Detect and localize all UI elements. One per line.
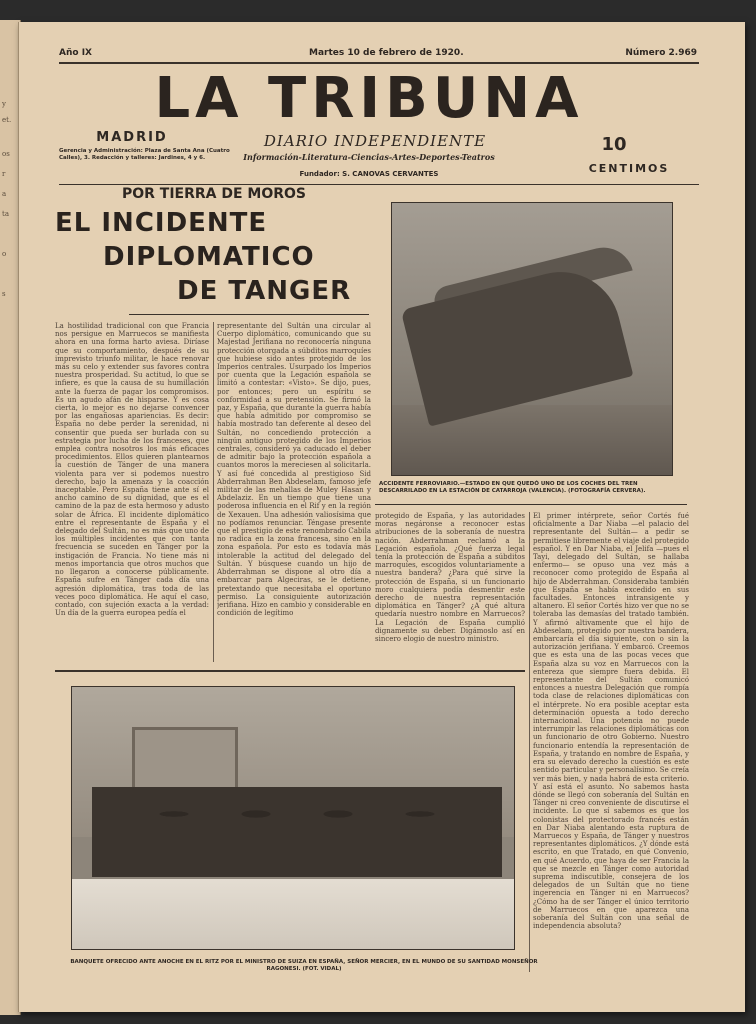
masthead-city: MADRID [96,130,168,145]
price-number: 10 [601,134,627,155]
banquet-photo-caption: BANQUETE OFRECIDO ANTE ANOCHE EN EL RITZ POR EL MINISTRO DE SUIZA EN ESPAÑA, SEÑOR MERCIER, EN EL MUNDO DE SU SANTIDAD MONSEÑOR RAGONESI. (FOT. VIDAL) [70,959,538,972]
article-column-4: El primer intérprete, señor Cortés fué oficialmente a Dar Niaba —el palacio del representante del Sultán— a pedir se permitiese libremente el viaje del protegido español. Y en Dar Niaba, el Jelifa —pues el Tayi, delegado del Sultán, se hallaba enfermo— se opuso una vez más a reconocer como protegido de España al hijo de Abderrahman. Consideraba también que España se había excedido en sus facultades. Entonces intransigente y altanero. El señor Cortés hizo ver que no se toleraba las demasías del tratado también. Y afirmó altivamente que el hijo de Abdeselam, protegido por nuestra bandera, embarcaría el día siguiente, con o sin la autorización jerifiana. Y embarcó. Creemos que es esta una de las pocas veces que España alza su voz en Marruecos con la entereza que siempre fuera debida. El representante del Sultán comunicó entonces a nuestra Delegación que rompía toda clase de relaciones diplomáticas con el intérprete. No era posible aceptar esta determinación opuesta a todo derecho internacional. Una potencia no puede interrumpir las relaciones diplomáticas con un funcionario de otro Gobierno. Nuestro funcionario entendía la representación de España, y tratando en nombre de España, y era su elevado derecho la cuestión es este sentido particular y personalísimo. Se creía ver más bien, y nada habrá de esta criterio. Y así está el asunto. No sabemos hasta dónde se llegó con soberanía del Sultán en Tánger ni creo conveniente de discutirse el incidente. Lo que sí sabemos es que los colonistas del protectorado francés están en Dar Niaba alentando esta ruptura de Marruecos y España, de Tánger y nuestros representantes diplomáticos. ¿Y dónde está escrito, en que Tratado, en qué Convenio, en qué Acuerdo, que haya de ser Francia la que se mezcle en Tánger como autoridad suprema indiscutible, consejera de los delegados de un Sultán que no tiene ingerencia en Tánger ni en Marruecos? ¿Cómo ha de ser Tánger el único territorio de Marruecos en que aparezca una soberanía del Sultán con una señal de independencia absoluta? [533,512,689,931]
founder-line: Fundador: S. CANOVAS CERVANTES [299,170,439,178]
masthead-sections: Información-Literatura-Ciencias-Artes-Deportes-Teatros [243,152,495,162]
dateline [59,48,697,62]
article-column-3: protegido de España, y las autoridades moras negáronse a reconocer estas atribuciones de la soberanía de nuestra nación. Abderrahman reclamó a la Legación española. ¿Qué fuerza legal tenía la protección de España a súbditos marroquíes, escogidos voluntariamente a nuestra bandera? ¿Para qué sirve la protección de España, si un funcionario moro cualquiera podía desmentir este derecho de nuestra representación diplomática en Tánger? ¿A qué altura quedaría nuestro nombre en Marruecos? La Legación de España cumplió dignamente su deber. Digámoslo así en sincero elogio de nuestro ministro. [375,512,525,644]
article-kicker: POR TIERRA DE MOROS [121,186,307,202]
headline-line-3: DE TANGER [177,276,352,306]
train-accident-photo [391,202,673,476]
column-separator [213,322,214,662]
masthead-rule [59,184,699,185]
year-label: Año IX [59,48,92,58]
masthead-subtitle: DIARIO INDEPENDIENTE [263,132,487,150]
article-column-2: representante del Sultán una circular al Cuerpo diplomático, comunicando que su Majestad Jerifiana no reconocería ninguna protección otorgada a súbditos marroquíes que hubiese sido antes protegido de los Imperios centrales. Usurpado los Imperios por cuenta que la Legación española se limitó a contestar: «Visto». Se dijo, pues, por entonces; pero un espíritu se conformidad a su pretensión. Se firmó la paz, y España, que durante la guerra había que había admitido por compromiso se había mostrado tan deferente al deseo del Sultán, no concediendo protección a ningún antiguo protegido de los Imperios centrales, consideró ya caducado el deber de admitir bajo la protección española a cuantos moros la mereciesen al solicitarla. Y así fué concedida al prestigioso Sid Abderrahman Ben Abdeselam, famoso jefe militar de las mehallas de Muley Hasan y Abdelaziz. En un tiempo que tiene una poderosa influencia en el Rif y en la región de Xexauen. Una adhesión valiosísima que no podíamos renunciar. Téngase presente que el prestigio de este renombrado Cabila no radica en la zona francesa, sino en la zona española. Por esto es todavía más intolerable la actitud del delegado del Sultán. Y búsquese cuando un hijo de Abderrahman se dispone al otro día a embarcar para Algeciras, se le detiene, pretextando que necesitaba el oportuno permiso. La consiguiente autorización jerifiana. Hizo en cambio y considerable en condición de legítimo [217,322,371,618]
issue-number: Número 2.969 [625,48,697,58]
photo-top-rule [55,670,525,672]
headline-line-2: DIPLOMATICO [103,242,315,272]
headline-line-1: EL INCIDENTE [55,208,268,238]
top-rule [59,62,699,64]
newspaper-page [18,22,745,1012]
banquet-photo [71,686,515,950]
train-photo-caption: ACCIDENTE FERROVIARIO.—ESTADO EN QUE QUEDÓ UNO DE LOS COCHES DEL TREN DESCARRILADO EN LA ESTACIÓN DE CATARROJA (VALENCIA). (FOTOGRAFÍA CERVERA). [379,481,646,494]
price-unit: CENTIMOS [588,162,670,175]
caption-rule [375,504,687,505]
masthead-title: LA TRIBUNA [154,66,584,131]
date-label: Martes 10 de febrero de 1920. [309,48,464,58]
previous-page-edge: y et. os r a ta o s [0,20,21,1015]
column-separator-right [529,512,530,972]
administration-info: Gerencia y Administración: Plaza de Santa Ana (Cuatro Calles), 3. Redacción y talleres: Jardines, 4 y 6. [59,148,230,161]
headline-rule [129,314,369,315]
article-column-1: La hostilidad tradicional con que Francia nos persigue en Marruecos se manifiesta ahora en una forma harto aviesa. Diríase que su comportamiento, después de su imprevisto triunfo militar, le hace renovar más su celo y extender sus favores contra nuestra prosperidad. Su actitud, lo que se infiere, es que la causa de su humillación ante la fuerza de pagar los compromisos. Es un agudo afán de hisparse. Y es cosa cierta, lo mejor es no dejarse convencer por las engañosas apariencias. Es decir: España no debe perder la serenidad, ni consentir que pueda ser burlada con su estrategia por lucha de los franceses, que emplea contra nosotros los más eficaces procedimientos. Ellos quieren plantearnos la cuestión de Tánger de una manera violenta para ver si podemos nuestro derecho, bajo la amenaza y la coacción inaceptable. Pero España tiene ante sí el ancho camino de su dignidad, que es el camino de la paz de esta hermoso y adusto solar de África. El incidente diplomático entre el representante de España y el delegado del Sultán, no es más que uno de los múltiples incidentes que con tanta frecuencia se suceden en Tánger por la instigación de Francia. No tiene más ni menos importancia que otros muchos que no llegaron a conocerse públicamente. España sufre en Tánger cada día una agresión diplomática, tras toda de las veces poco diplomática. He aquí el caso, contado, con sujeción exacta a la verdad: Un día de la guerra europea pedía el [55,322,209,618]
